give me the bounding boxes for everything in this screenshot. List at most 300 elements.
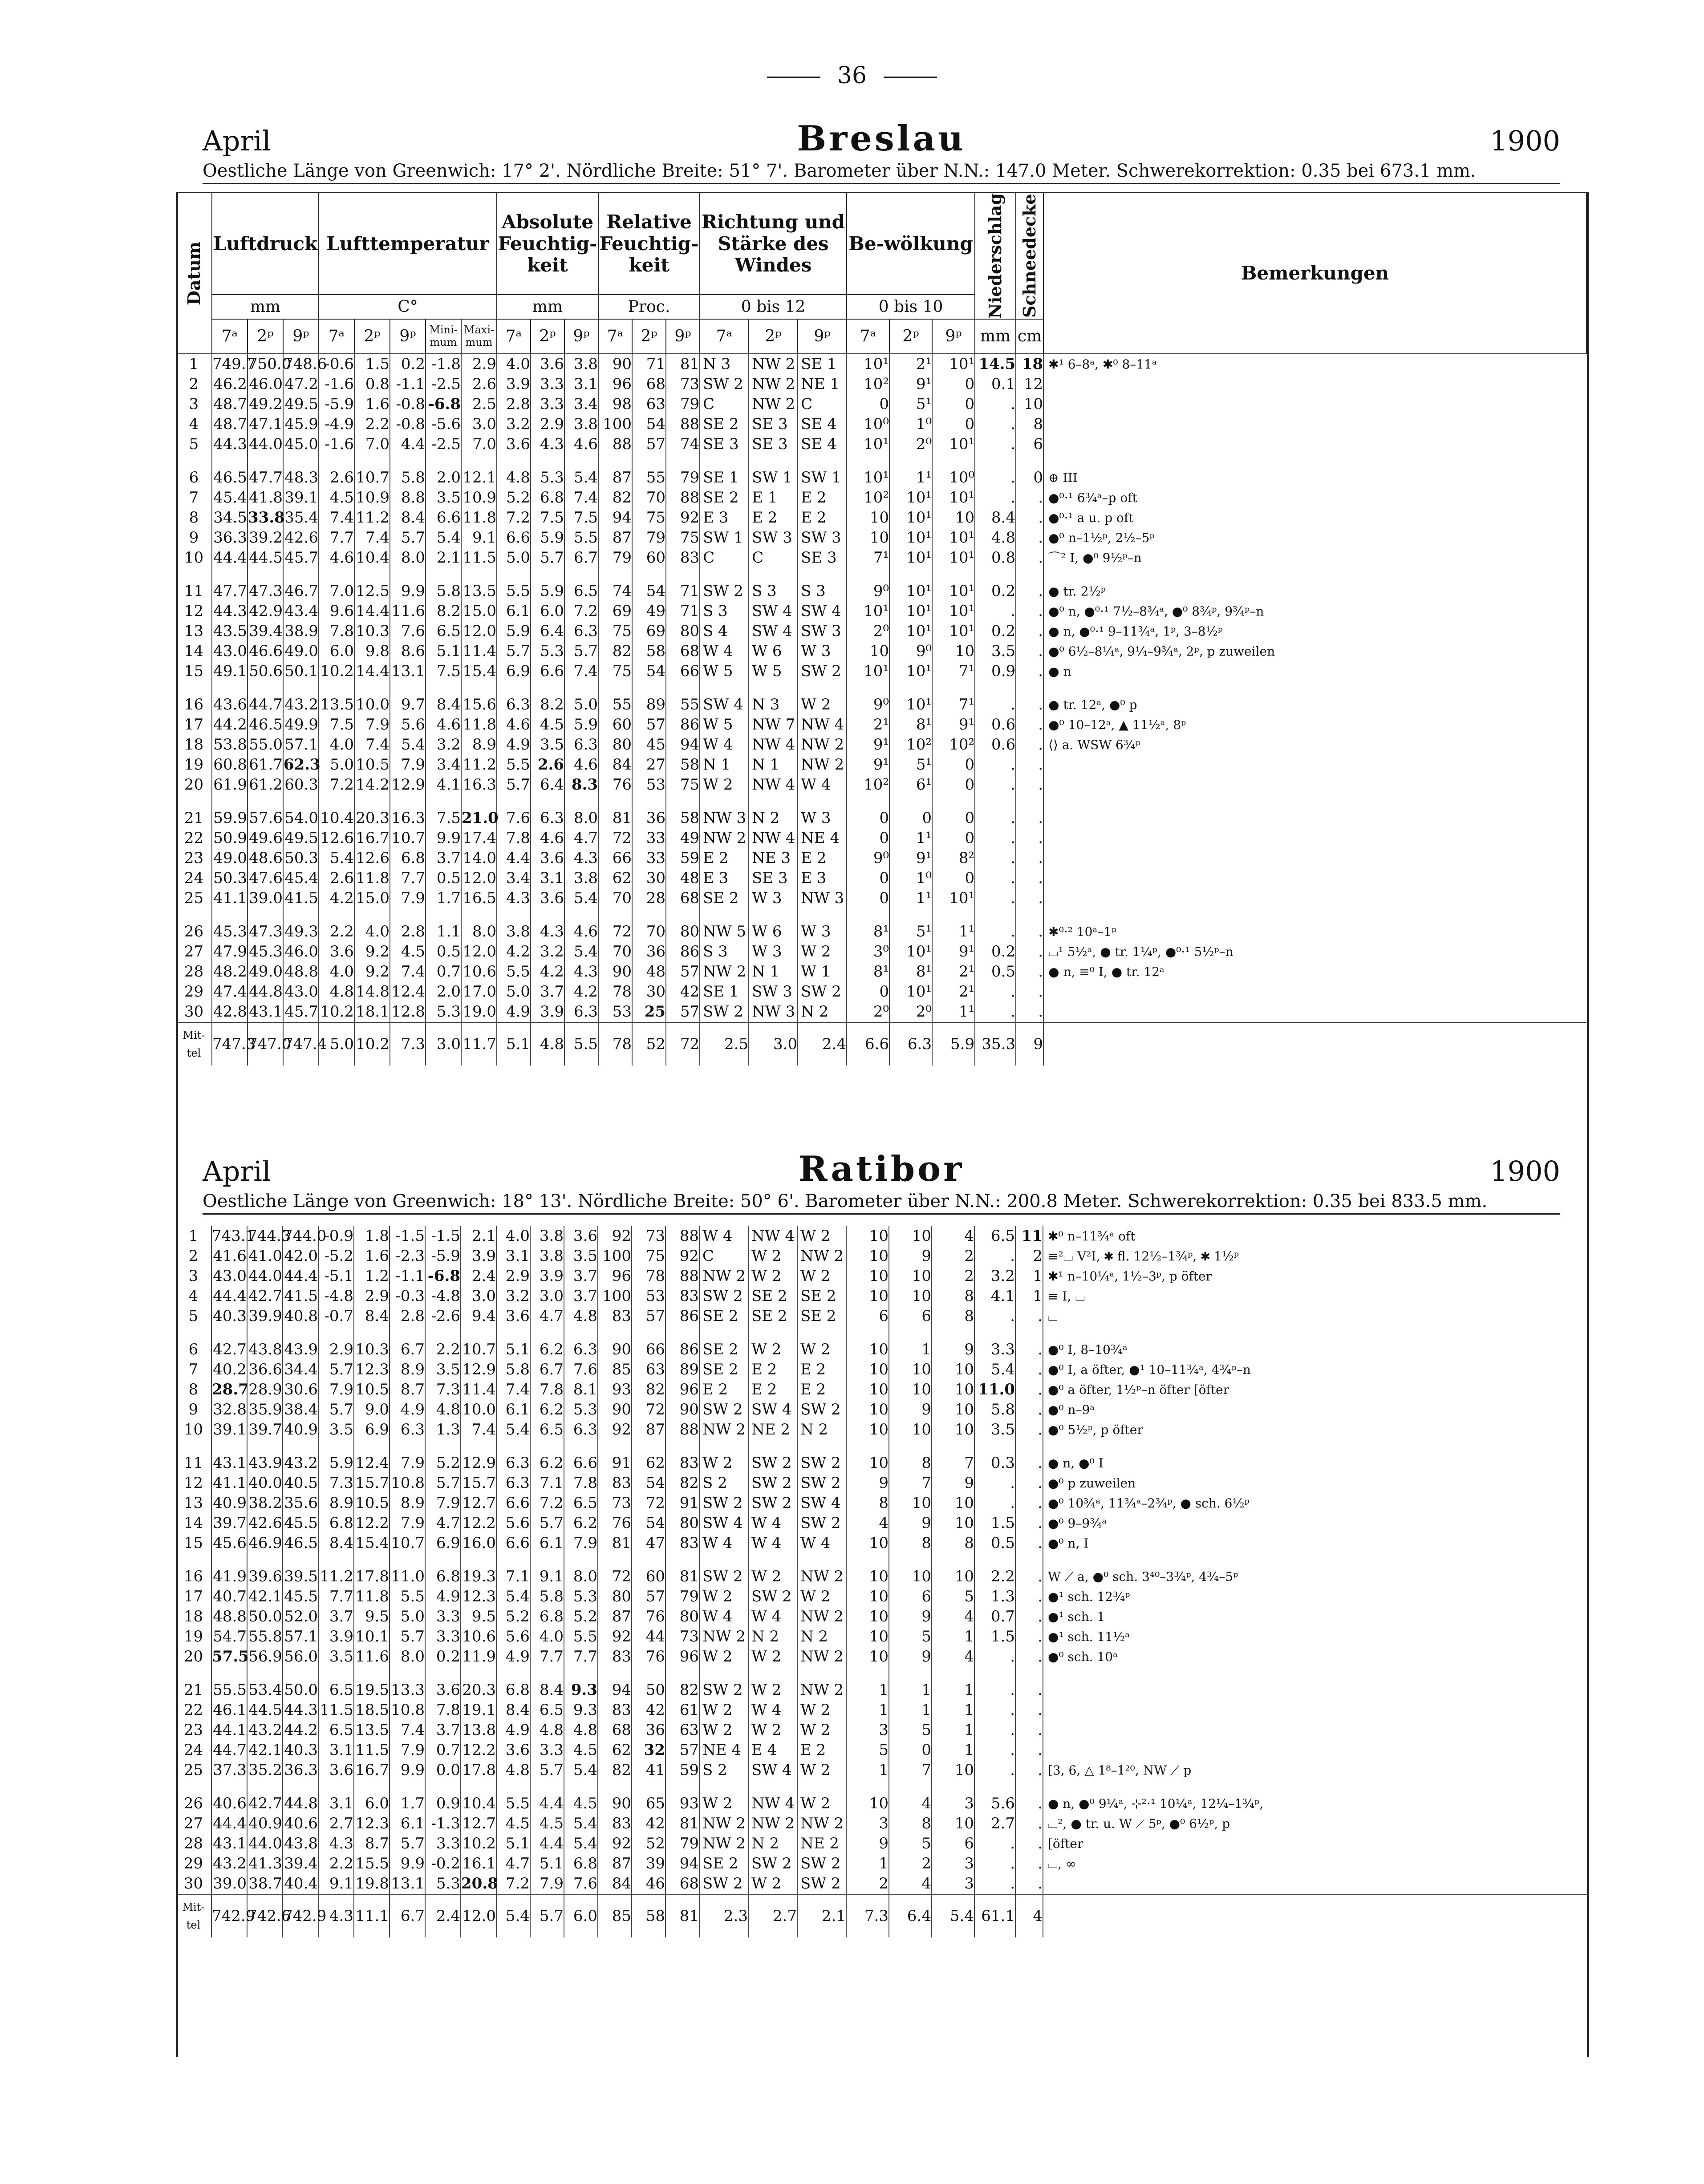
table-row <box>176 1567 1587 1587</box>
spacer-cell <box>932 1326 974 1340</box>
value-cell: 5.5 <box>497 755 531 775</box>
value-cell: 84 <box>598 755 632 775</box>
value-cell: . <box>1016 828 1043 848</box>
spacer-cell <box>354 568 390 581</box>
value-cell: 9⁰ <box>847 581 889 601</box>
spacer-cell <box>700 795 749 808</box>
spacer-cell <box>531 454 564 468</box>
value-cell: 1 <box>932 1720 974 1740</box>
value-cell: 10 <box>847 508 889 528</box>
value-cell: 5.4 <box>974 1360 1015 1380</box>
spacer-cell <box>632 1326 665 1340</box>
value-cell: -2.6 <box>425 1306 461 1326</box>
value-cell: . <box>974 1700 1015 1720</box>
value-cell: SE 2 <box>748 1286 797 1306</box>
spacer-cell <box>176 1440 211 1453</box>
value-cell: 10 <box>889 1493 932 1513</box>
value-cell: 7.2 <box>319 775 354 795</box>
value-cell: 34.5 <box>212 508 247 528</box>
value-cell: 6.5 <box>564 581 598 601</box>
value-cell: 15.0 <box>354 888 390 908</box>
day-cell: 12 <box>176 1473 211 1493</box>
value-cell: 68 <box>665 1874 699 1894</box>
value-cell: NW 2 <box>798 735 847 755</box>
value-cell: -0.9 <box>318 1226 354 1246</box>
value-cell: 19.1 <box>461 1700 496 1720</box>
value-cell: 5.1 <box>426 641 461 661</box>
value-cell: NW 2 <box>798 755 847 775</box>
value-cell: 4.9 <box>389 1400 425 1420</box>
value-cell: . <box>1016 488 1043 508</box>
value-cell: 9.1 <box>318 1874 354 1894</box>
value-cell: W 4 <box>700 735 749 755</box>
value-cell: 100 <box>598 414 632 434</box>
value-cell: 49.2 <box>247 394 283 414</box>
value-cell: 80 <box>666 922 700 942</box>
value-cell: 10¹ <box>847 601 889 621</box>
value-cell: 4.6 <box>426 715 461 735</box>
value-cell: 4.0 <box>319 962 354 982</box>
value-cell: 5.4 <box>564 942 598 962</box>
value-cell: 3.6 <box>531 848 564 868</box>
value-cell: 4.0 <box>496 1226 530 1246</box>
spacer-cell <box>247 1440 283 1453</box>
value-cell: 70 <box>632 488 666 508</box>
value-cell: SW 2 <box>699 1567 748 1587</box>
value-cell: 11.8 <box>354 1587 389 1607</box>
page-frame-right <box>1587 192 1589 2057</box>
value-cell: 55 <box>666 695 700 715</box>
value-cell: W 3 <box>798 808 847 828</box>
value-cell: 10 <box>889 1266 932 1286</box>
spacer-cell <box>564 1667 598 1680</box>
spacer-cell <box>889 681 932 695</box>
value-cell: 42.9 <box>247 601 283 621</box>
value-cell: 3 <box>932 1854 974 1874</box>
value-cell: 6.6 <box>426 508 461 528</box>
value-cell: 8.1 <box>564 1380 598 1400</box>
value-cell: 4.5 <box>496 1814 530 1834</box>
value-cell: 6.6 <box>496 1493 530 1513</box>
day-cell: 21 <box>176 1680 211 1700</box>
value-cell: 8¹ <box>847 922 889 942</box>
value-cell: 5.2 <box>496 1607 530 1627</box>
remark-cell <box>1043 982 1586 1002</box>
table-body <box>176 354 1586 1066</box>
value-cell: 4.7 <box>496 1854 530 1874</box>
value-cell: 71 <box>666 601 700 621</box>
value-cell: . <box>1015 1473 1043 1493</box>
mittel-cell: 9 <box>1016 1022 1043 1066</box>
value-cell: 12.0 <box>461 942 497 962</box>
value-cell: 39.2 <box>247 528 283 548</box>
table-row <box>176 695 1586 715</box>
spacer-cell <box>496 1780 530 1794</box>
remark-cell <box>1043 808 1586 828</box>
spacer-cell <box>975 681 1016 695</box>
day-cell: 10 <box>176 548 212 568</box>
value-cell: SE 2 <box>797 1306 846 1326</box>
value-cell: 3.9 <box>530 1266 564 1286</box>
value-cell: 12.9 <box>461 1360 496 1380</box>
value-cell: 46.5 <box>283 1533 318 1553</box>
value-cell: 8 <box>932 1286 974 1306</box>
value-cell: . <box>1016 962 1043 982</box>
spacer-cell <box>889 908 932 922</box>
table-row <box>176 601 1586 621</box>
value-cell: 10.0 <box>354 695 390 715</box>
value-cell: 0 <box>847 808 889 828</box>
station-month: April <box>203 1155 271 1187</box>
value-cell: 45.3 <box>212 922 247 942</box>
day-cell: 26 <box>176 1794 211 1814</box>
value-cell: 5.6 <box>974 1794 1015 1814</box>
remark-cell: ●⁰ 5½ᵖ, p öfter <box>1048 1422 1143 1437</box>
value-cell: 6.3 <box>496 1453 530 1473</box>
value-cell: 14.4 <box>354 661 390 681</box>
value-cell: 2.2 <box>318 1854 354 1874</box>
spacer-cell <box>749 908 798 922</box>
value-cell: 2.6 <box>461 374 497 394</box>
value-cell: -5.6 <box>426 414 461 434</box>
value-cell: 36.3 <box>212 528 247 548</box>
value-cell: 40.2 <box>211 1360 247 1380</box>
value-cell: 82 <box>598 1760 632 1780</box>
value-cell: 6.3 <box>389 1420 425 1440</box>
spacer-cell <box>497 568 531 581</box>
value-cell: 6.5 <box>426 621 461 641</box>
spacer-cell <box>700 454 749 468</box>
value-cell: 5.8 <box>496 1360 530 1380</box>
value-cell: 5.6 <box>496 1513 530 1533</box>
value-cell: 33 <box>632 848 666 868</box>
value-cell: 80 <box>666 621 700 641</box>
spacer-cell <box>975 568 1016 581</box>
value-cell: 4.4 <box>530 1834 564 1854</box>
spacer-cell <box>598 454 632 468</box>
value-cell: 80 <box>665 1513 699 1533</box>
value-cell: SE 4 <box>798 414 847 434</box>
value-cell: 62 <box>598 1740 632 1760</box>
value-cell: 3.9 <box>531 1002 564 1022</box>
remark-cell <box>1043 394 1586 414</box>
value-cell: 7.4 <box>354 528 390 548</box>
value-cell: 6.0 <box>354 1794 389 1814</box>
spacer-cell <box>699 1667 748 1680</box>
value-cell: 10¹ <box>847 468 889 488</box>
spacer-cell <box>889 568 932 581</box>
value-cell: 48.3 <box>283 468 319 488</box>
value-cell: 4 <box>889 1874 932 1894</box>
value-cell: 5.7 <box>389 1834 425 1854</box>
value-cell: 7.9 <box>389 1513 425 1533</box>
value-cell: SW 1 <box>749 468 798 488</box>
value-cell: 10¹ <box>932 434 975 454</box>
value-cell: 39.5 <box>283 1567 318 1587</box>
remark-cell <box>1043 1002 1586 1022</box>
value-cell: 0 <box>889 808 932 828</box>
value-cell: 10² <box>932 735 975 755</box>
value-cell: 6.6 <box>531 661 564 681</box>
remark-cell: ✱¹ n–10¼ᵃ, 1½–3ᵖ, p öfter <box>1048 1269 1212 1284</box>
value-cell: 5.7 <box>497 775 531 795</box>
value-cell: . <box>975 808 1016 828</box>
value-cell: 55.0 <box>247 735 283 755</box>
value-cell: 48.7 <box>212 394 247 414</box>
value-cell: SW 2 <box>797 1453 846 1473</box>
value-cell: 0.5 <box>426 942 461 962</box>
value-cell: NW 2 <box>748 1814 797 1834</box>
mittel-cell: 2.1 <box>797 1894 846 1937</box>
value-cell: 10¹ <box>889 942 932 962</box>
col-luftdruck <box>212 193 319 295</box>
value-cell: 4.5 <box>390 942 426 962</box>
value-cell: C <box>699 1246 748 1266</box>
value-cell: 12 <box>1016 374 1043 394</box>
spacer-cell <box>212 454 247 468</box>
station-header-ratibor <box>203 1149 1560 1215</box>
value-cell: E 2 <box>798 508 847 528</box>
value-cell: NW 2 <box>797 1607 846 1627</box>
spacer-cell <box>354 681 390 695</box>
spacer-cell <box>425 1440 461 1453</box>
value-cell: 6.9 <box>497 661 531 681</box>
value-cell: 5.9 <box>497 621 531 641</box>
value-cell: 12.3 <box>354 1360 389 1380</box>
value-cell: 44.1 <box>211 1720 247 1740</box>
value-cell: 8.9 <box>389 1493 425 1513</box>
value-cell: S 4 <box>700 621 749 641</box>
value-cell: 6.7 <box>389 1340 425 1360</box>
value-cell: 47.7 <box>212 581 247 601</box>
table-row <box>176 434 1586 454</box>
value-cell: 11.6 <box>354 1647 389 1667</box>
value-cell: 1.2 <box>354 1266 389 1286</box>
row-spacer <box>176 681 1586 695</box>
table-row <box>176 1587 1587 1607</box>
value-cell: C <box>700 548 749 568</box>
table-row <box>176 755 1586 775</box>
value-cell: 5.4 <box>564 888 598 908</box>
sub-9p: 9ᵖ <box>390 319 426 354</box>
col-luftdruck-label: Luftdruck <box>213 232 318 255</box>
value-cell: 40.8 <box>283 1306 318 1326</box>
value-cell: NW 2 <box>749 394 798 414</box>
value-cell: W 2 <box>797 1720 846 1740</box>
value-cell: 5.7 <box>318 1400 354 1420</box>
spacer-cell <box>211 1553 247 1567</box>
value-cell: 7.2 <box>496 1874 530 1894</box>
value-cell: . <box>1015 1794 1043 1814</box>
value-cell: -4.8 <box>318 1286 354 1306</box>
value-cell: 7.5 <box>531 508 564 528</box>
value-cell: W 2 <box>748 1246 797 1266</box>
value-cell: 12.9 <box>461 1453 496 1473</box>
value-cell: 15.7 <box>461 1473 496 1493</box>
col-relative-feuchtigkeit: Relative Feuchtig-keit <box>598 193 700 295</box>
value-cell: SW 2 <box>748 1453 797 1473</box>
value-cell: . <box>975 488 1016 508</box>
value-cell: W 5 <box>749 661 798 681</box>
value-cell: 80 <box>598 1587 632 1607</box>
value-cell: 43.0 <box>283 982 319 1002</box>
value-cell: . <box>1016 661 1043 681</box>
value-cell: 4.2 <box>497 942 531 962</box>
row-spacer <box>176 568 1586 581</box>
value-cell: . <box>1015 1340 1043 1360</box>
day-cell: 10 <box>176 1420 211 1440</box>
spacer-cell <box>247 1780 283 1794</box>
mittel-cell: 52 <box>632 1022 666 1066</box>
value-cell: 89 <box>632 695 666 715</box>
value-cell: 56.9 <box>247 1647 283 1667</box>
observation-table-ratibor <box>176 1226 1587 1937</box>
sub-9p: 9ᵖ <box>283 319 319 354</box>
value-cell: 59.9 <box>212 808 247 828</box>
value-cell: 53.4 <box>247 1680 283 1700</box>
value-cell: 9.1 <box>530 1567 564 1587</box>
row-spacer <box>176 1440 1587 1453</box>
value-cell: . <box>974 1680 1015 1700</box>
value-cell: S 2 <box>699 1473 748 1493</box>
table-row <box>176 1473 1587 1493</box>
spacer-cell <box>1016 795 1043 808</box>
value-cell: 3.6 <box>564 1226 598 1246</box>
value-cell: 62.3 <box>283 755 319 775</box>
value-cell: 3.4 <box>564 394 598 414</box>
value-cell: 4 <box>846 1513 889 1533</box>
spacer-cell <box>889 1553 932 1567</box>
value-cell: 2.2 <box>425 1340 461 1360</box>
value-cell: 4.3 <box>564 848 598 868</box>
value-cell: 744.3 <box>247 1226 283 1246</box>
table-row <box>176 1874 1587 1894</box>
value-cell: 43.1 <box>211 1834 247 1854</box>
table-row <box>176 1266 1587 1286</box>
value-cell: 39.7 <box>247 1420 283 1440</box>
spacer-cell <box>354 1440 389 1453</box>
value-cell: 3.9 <box>461 1246 496 1266</box>
value-cell: 55 <box>598 695 632 715</box>
value-cell: E 2 <box>797 1380 846 1400</box>
value-cell: 94 <box>666 735 700 755</box>
value-cell: NW 2 <box>749 374 798 394</box>
unit-schneedecke: cm <box>1016 319 1043 354</box>
remark-cell <box>1043 1680 1587 1700</box>
spacer-cell <box>425 1326 461 1340</box>
value-cell: 4.6 <box>497 715 531 735</box>
table-row <box>176 1340 1587 1360</box>
value-cell: . <box>975 468 1016 488</box>
value-cell: 7 <box>889 1473 932 1493</box>
value-cell: 4.7 <box>564 828 598 848</box>
value-cell: . <box>975 868 1016 888</box>
value-cell: 6.1 <box>496 1400 530 1420</box>
value-cell: W 2 <box>797 1266 846 1286</box>
value-cell: 69 <box>632 621 666 641</box>
value-cell: 82 <box>665 1473 699 1493</box>
col-schneedecke: Schneedecke <box>1016 193 1043 319</box>
value-cell: 59 <box>666 848 700 868</box>
table-row <box>176 1420 1587 1440</box>
spacer-cell <box>354 1667 389 1680</box>
spacer-cell <box>461 568 497 581</box>
value-cell: 10² <box>889 735 932 755</box>
value-cell: 2¹ <box>847 715 889 735</box>
value-cell: 5.4 <box>496 1587 530 1607</box>
spacer-cell <box>211 1780 247 1794</box>
value-cell: . <box>1015 1453 1043 1473</box>
value-cell: 10¹ <box>889 695 932 715</box>
value-cell: 7.7 <box>530 1647 564 1667</box>
spacer-cell <box>461 454 497 468</box>
value-cell: 10 <box>846 1266 889 1286</box>
value-cell: 7.5 <box>426 661 461 681</box>
spacer-cell <box>699 1440 748 1453</box>
value-cell: 4.4 <box>530 1794 564 1814</box>
value-cell: 7¹ <box>847 548 889 568</box>
spacer-cell <box>889 1326 932 1340</box>
value-cell: 4.8 <box>497 468 531 488</box>
remark-cell: ●⁰ n, ●⁰·¹ 7½–8¾ᵃ, ●⁰ 8¾ᵖ, 9¾ᵖ–n <box>1048 604 1264 619</box>
value-cell: SW 2 <box>797 1513 846 1533</box>
day-cell: 11 <box>176 1453 211 1473</box>
value-cell: 3.3 <box>425 1627 461 1647</box>
value-cell: NW 7 <box>749 715 798 735</box>
sub-7a: 7ᵃ <box>497 319 531 354</box>
day-cell: 28 <box>176 962 212 982</box>
spacer-cell <box>932 1553 974 1567</box>
value-cell: 15.0 <box>461 601 497 621</box>
value-cell: 10 <box>932 1493 974 1513</box>
spacer-cell <box>497 795 531 808</box>
value-cell: 6.5 <box>974 1226 1015 1246</box>
value-cell: 69 <box>598 601 632 621</box>
value-cell: 80 <box>665 1607 699 1627</box>
value-cell: 57.6 <box>247 808 283 828</box>
day-cell: 27 <box>176 942 212 962</box>
value-cell: 3.9 <box>497 374 531 394</box>
value-cell: 7.9 <box>564 1533 598 1553</box>
value-cell: 83 <box>598 1473 632 1493</box>
value-cell: 53 <box>632 1286 665 1306</box>
value-cell: 1⁰ <box>889 868 932 888</box>
value-cell: -1.1 <box>390 374 426 394</box>
value-cell: 10⁰ <box>847 414 889 434</box>
value-cell: 7.9 <box>390 888 426 908</box>
value-cell: 2.1 <box>426 548 461 568</box>
row-spacer <box>176 795 1586 808</box>
value-cell: 0.5 <box>975 962 1016 982</box>
value-cell: 1¹ <box>932 922 975 942</box>
table-row <box>176 488 1586 508</box>
spacer-cell <box>846 1780 889 1794</box>
value-cell: 9.1 <box>461 528 497 548</box>
value-cell: 10¹ <box>889 621 932 641</box>
spacer-cell <box>426 908 461 922</box>
value-cell: 5.7 <box>530 1760 564 1780</box>
value-cell: 2.2 <box>354 414 390 434</box>
value-cell: 44.2 <box>283 1720 318 1740</box>
value-cell: 1.8 <box>354 1226 389 1246</box>
value-cell: NW 4 <box>749 828 798 848</box>
value-cell: 3.3 <box>974 1340 1015 1360</box>
value-cell: 0 <box>932 828 975 848</box>
value-cell: S 3 <box>798 581 847 601</box>
value-cell: 90 <box>598 1400 632 1420</box>
value-cell: 7.0 <box>461 434 497 454</box>
value-cell: SW 2 <box>700 374 749 394</box>
